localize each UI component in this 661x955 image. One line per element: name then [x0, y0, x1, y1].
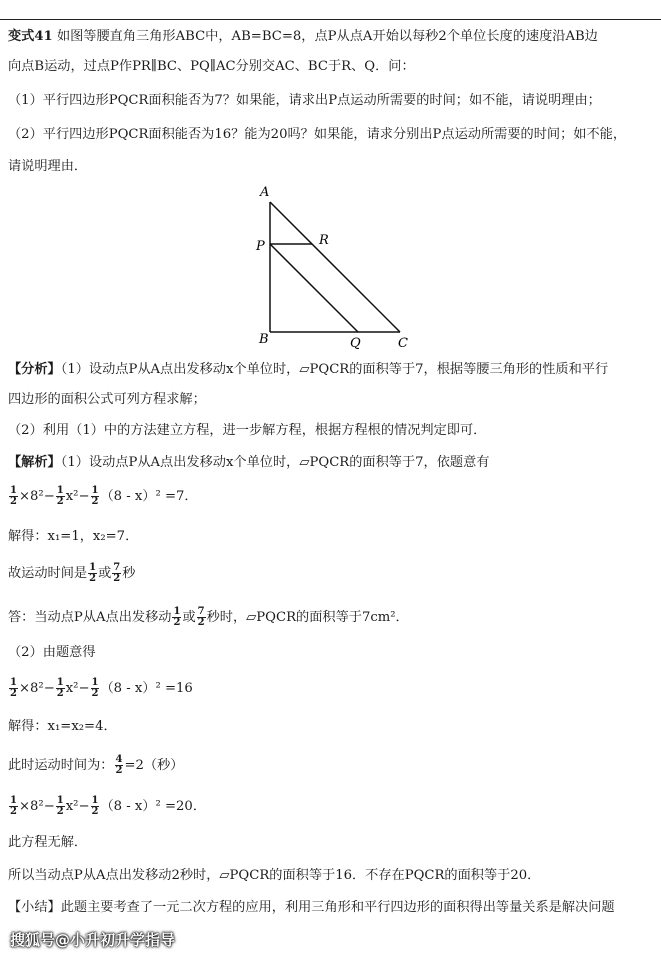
summary: 【小结】此题主要考查了一元二次方程的应用，利用三角形和平行四边形的面积得出等量关系是解决问题	[8, 900, 615, 915]
label-P: P	[256, 239, 265, 254]
question-2a: （2）平行四边形PQCR面积能否为16？能为20吗？如果能，请求分别出P点运动所需要的时间；如不能，	[8, 127, 627, 142]
analysis-line-1	[8, 361, 655, 379]
time-2: 此时运动时间为： $\frac{4}{2}$ =2（秒）	[8, 754, 184, 776]
answer-1: 答：当动点P从A点出发移动 $\frac{1}{2}$ 或 $\frac{7}{2}$ 秒时，▱PQCR的面积等于7cm²．	[8, 606, 409, 628]
label-C: C	[398, 336, 408, 350]
fraction-half: $\frac{1}{2}$	[10, 677, 17, 699]
problem-line-1	[8, 28, 655, 46]
top-rule	[0, 19, 661, 20]
label-B: B	[259, 332, 269, 347]
problem-label: 变式41	[8, 29, 53, 44]
solve-2: 解得：x₁=x₂=4．	[8, 719, 117, 734]
question-1: （1）平行四边形PQCR面积能否为7？如果能，请求出P点运动所需要的时间；如不能，请说明理由；	[8, 93, 601, 108]
solve-1: 解得：x₁=1，x₂=7．	[8, 529, 139, 544]
side-AC	[270, 202, 400, 332]
fraction-four-half: $\frac{4}{2}$	[115, 754, 123, 776]
fraction-half: $\frac{1}{2}$	[91, 485, 99, 507]
fraction-half: $\frac{1}{2}$	[56, 795, 64, 817]
no-solution: 此方程无解．	[8, 835, 88, 850]
analysis-text-1: （1）设动点P从A点出发移动x个单位时，▱PQCR的面积等于7，根据等腰三角形的性质和平行	[60, 362, 609, 377]
fraction-seven-half: $\frac{7}{2}$	[113, 562, 121, 584]
solution-label: 【解析】	[8, 455, 61, 470]
watermark: 搜狐号@小升初升学指导	[10, 931, 176, 949]
fraction-half: $\frac{1}{2}$	[173, 606, 181, 628]
fraction-half: $\frac{1}{2}$	[91, 677, 99, 699]
segment-PQ	[270, 244, 358, 332]
part-2-intro: （2）由题意得	[8, 645, 96, 660]
label-Q: Q	[350, 336, 361, 350]
conclusion: 所以当动点P从A点出发移动2秒时，▱PQCR的面积等于16．不存在PQCR的面积等于20．	[8, 868, 541, 883]
solution-text-1: （1）设动点P从A点出发移动x个单位时，▱PQCR的面积等于7，依题意有	[60, 455, 490, 470]
fraction-half: $\frac{1}{2}$	[56, 485, 64, 507]
label-R: R	[319, 233, 329, 248]
question-2b: 请说明理由．	[8, 159, 88, 174]
problem-text-1: 如图等腰直角三角形ABC中，AB=BC=8，点P从点A开始以每秒2个单位长度的速度沿AB边	[56, 29, 598, 44]
fraction-half: $\frac{1}{2}$	[91, 795, 99, 817]
fraction-half: $\frac{1}{2}$	[89, 562, 97, 584]
analysis-label: 【分析】	[8, 362, 61, 377]
label-A: A	[260, 185, 270, 200]
solution-line-1	[8, 454, 655, 472]
equation-1: $\frac{1}{2}$ ×8²− $\frac{1}{2}$ x²− $\frac{1}{2}$ （8 - x）² =7．	[10, 485, 198, 507]
problem-text-2: 向点B运动，过点P作PR∥BC、PQ∥AC分别交AC、BC于R、Q．问：	[8, 59, 415, 74]
equation-2: $\frac{1}{2}$ ×8²− $\frac{1}{2}$ x²− $\frac{1}{2}$ （8 - x）² =16	[10, 677, 193, 699]
fraction-half: $\frac{1}{2}$	[10, 795, 17, 817]
time-1: 故运动时间是 $\frac{1}{2}$ 或 $\frac{7}{2}$ 秒	[8, 562, 136, 584]
analysis-text-3: （2）利用（1）中的方法建立方程，进一步解方程，根据方程根的情况判定即可．	[8, 423, 487, 438]
triangle-figure	[250, 180, 420, 350]
analysis-text-2: 四边形的面积公式可列方程求解；	[8, 392, 206, 407]
fraction-half: $\frac{1}{2}$	[56, 677, 64, 699]
fraction-half: $\frac{1}{2}$	[10, 485, 17, 507]
equation-3: $\frac{1}{2}$ ×8²− $\frac{1}{2}$ x²− $\frac{1}{2}$ （8 - x）² =20．	[10, 795, 207, 817]
fraction-seven-half: $\frac{7}{2}$	[197, 606, 205, 628]
